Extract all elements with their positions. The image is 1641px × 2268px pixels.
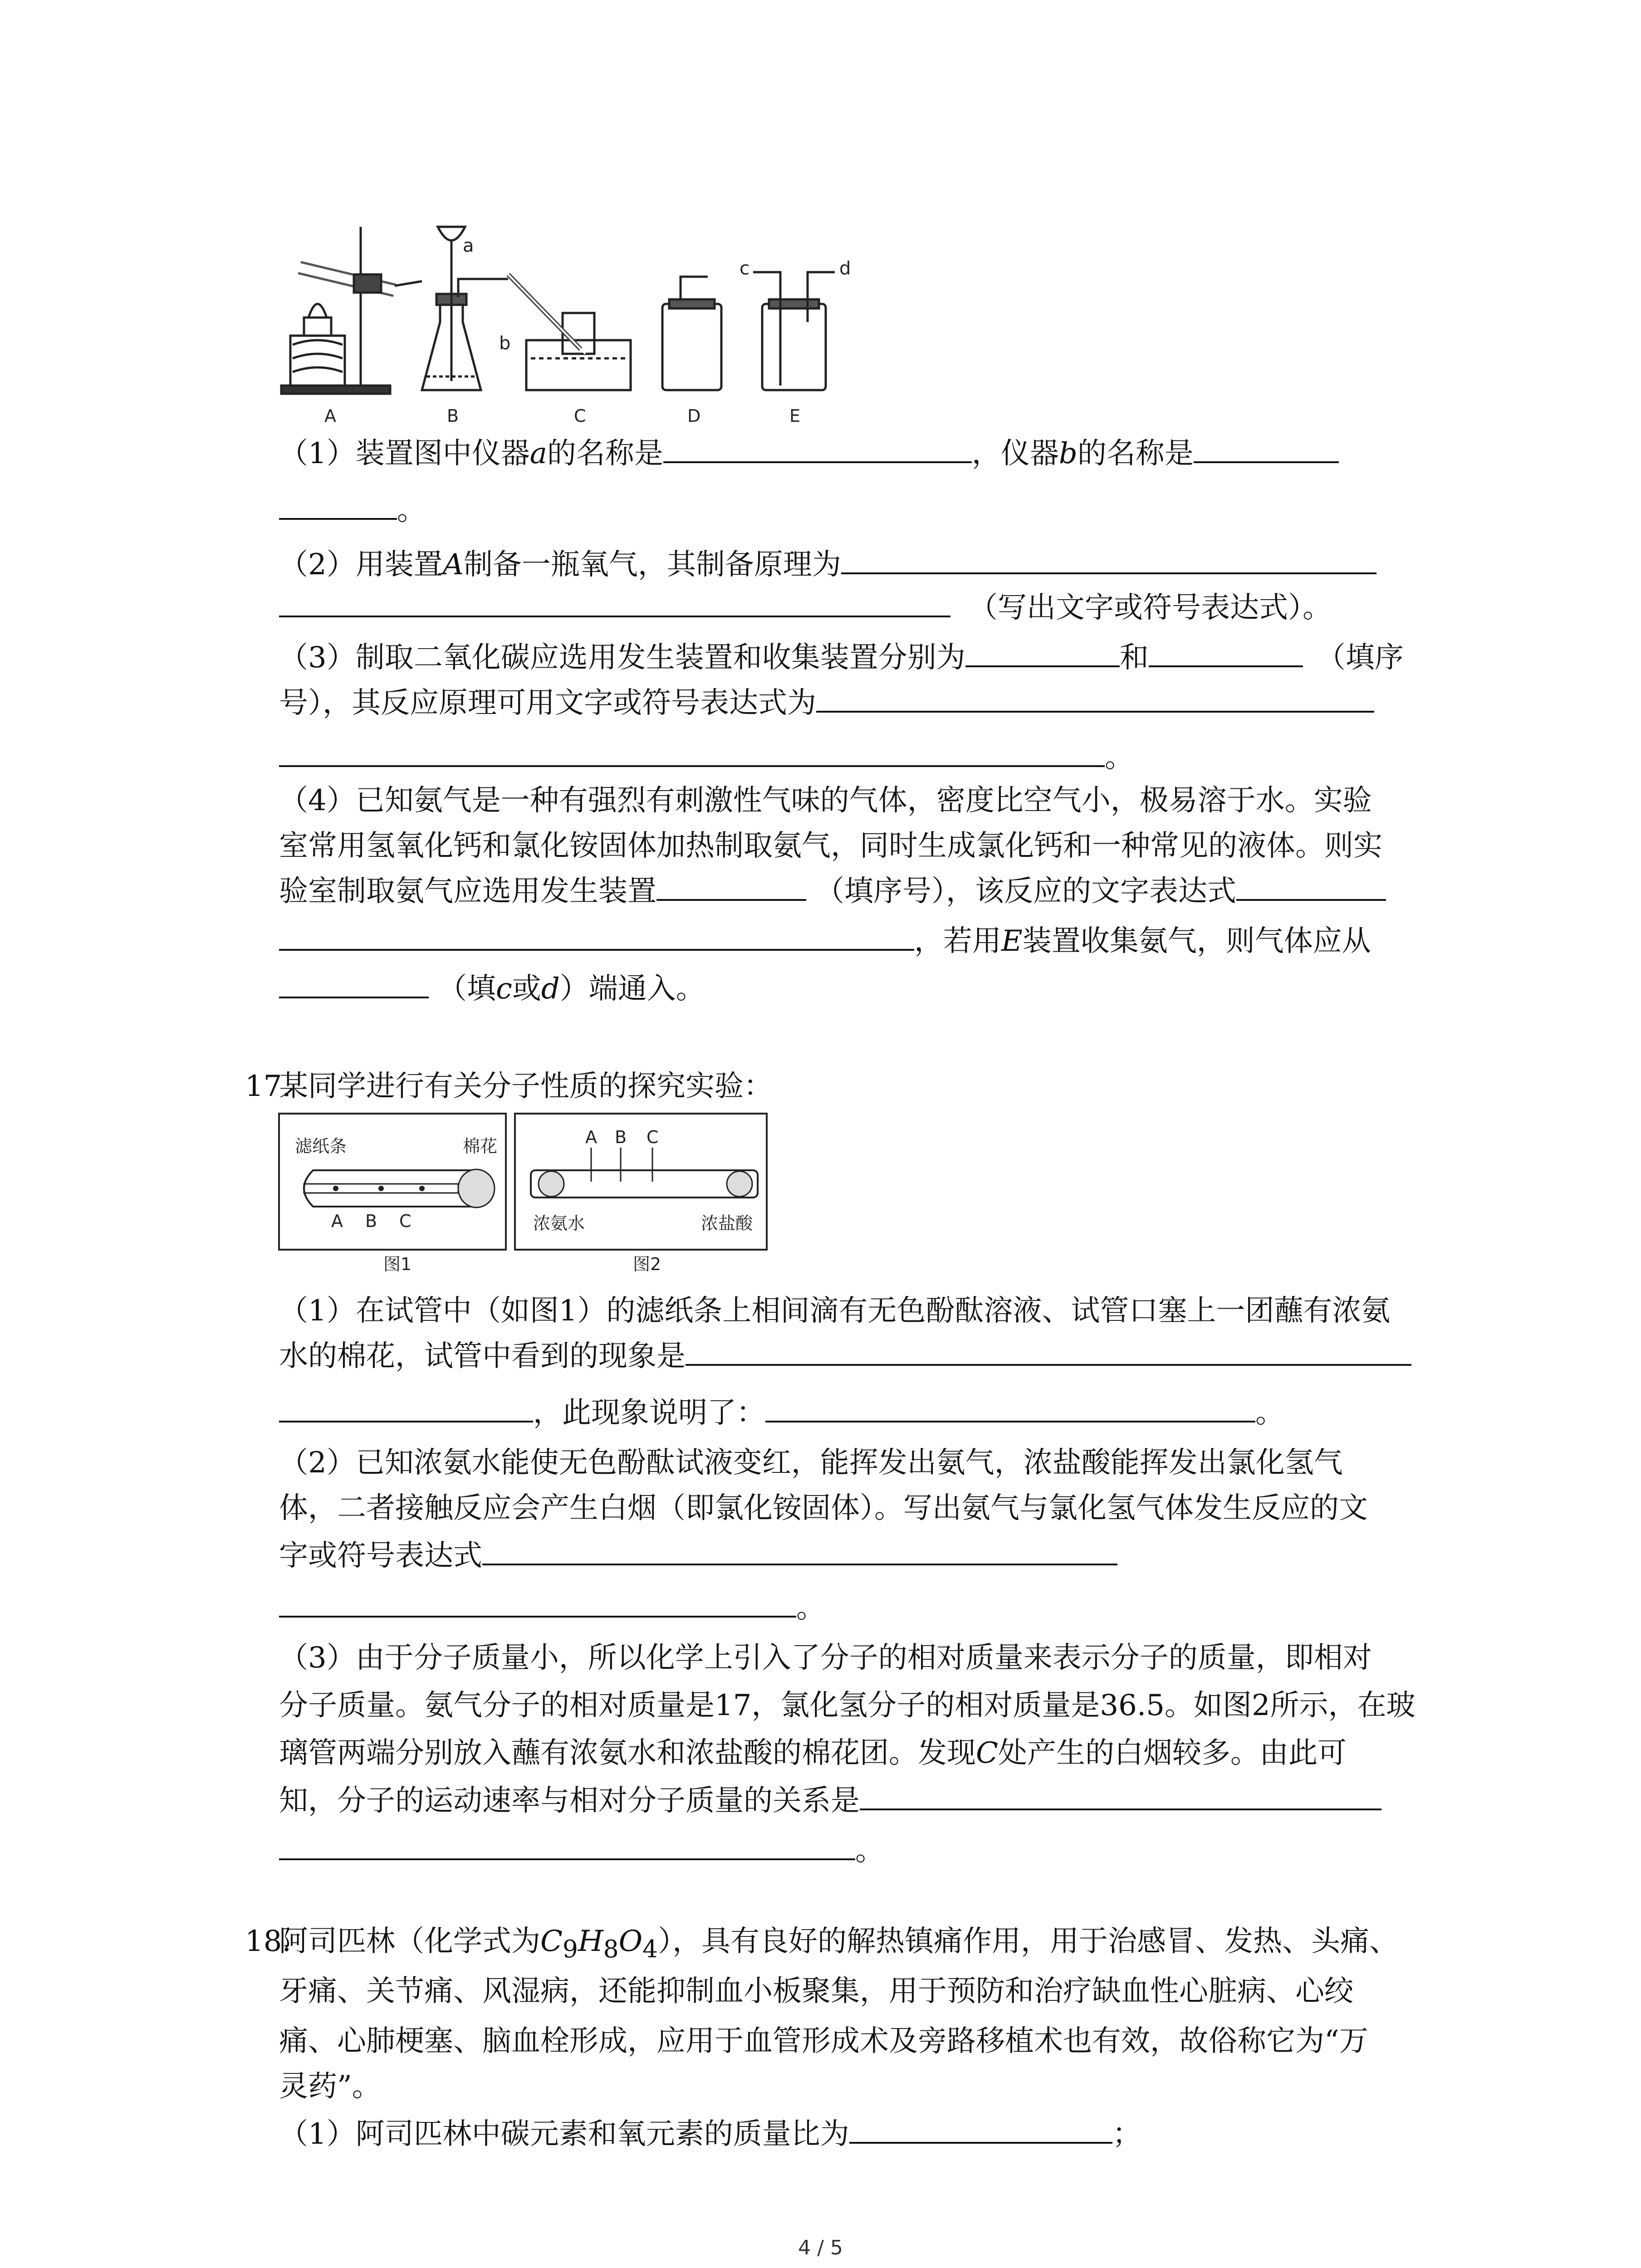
apparatus-d [662,277,721,390]
mark-b: b [499,333,511,354]
answer-blank[interactable] [279,490,397,520]
q17-part3-l4: 知，分子的运动速率与相对分子质量的关系是 [279,1780,1459,1821]
q18-number: 18. [245,1925,291,1958]
q18-l2: 牙痛、关节痛、风湿病，还能抑制血小板聚集，用于预防和治疗缺血性心脏病、心绞 [279,1975,1353,2008]
apparatus-e [753,272,835,390]
answer-blank[interactable] [279,1830,855,1860]
fig1-point-c: C [399,1211,411,1231]
answer-blank[interactable] [965,637,1120,667]
answer-blank[interactable] [656,871,806,901]
q17-figures [277,1111,776,1284]
mark-c: c [740,258,749,279]
q16-part4-l2: 室常用氢氧化钙和氯化铵固体加热制取氨气，同时生成氯化钙和一种常见的液体。则实 [279,829,1382,863]
q16-part4-l5: （填c或d）端通入。 [279,968,1459,1009]
answer-blank[interactable] [279,1393,533,1422]
answer-blank[interactable] [1149,637,1303,667]
q17-part3-l2: 分子质量。氨气分子的相对质量是17，氯化氢分子的相对质量是36.5。如图2所示，在玻 [279,1689,1416,1722]
apparatus-figure [272,213,907,431]
q17-part3-l1: （3）由于分子质量小，所以化学上引入了分子的相对质量来表示分子的质量，即相对 [279,1641,1372,1675]
apparatus-c [508,274,631,390]
q18-l3: 痛、心肺梗塞、脑血栓形成，应用于血管形成术及旁路移植术也有效，故俗称它为“万 [279,2024,1368,2058]
q17-part1-l2: 水的棉花，试管中看到的现象是 [279,1336,1459,1377]
q17-part1-l3: ，此现象说明了： 。 [279,1393,1459,1433]
answer-blank[interactable] [686,1336,1411,1366]
q16-part2: （2）用装置A制备一瓶氧气，其制备原理为 [279,544,1459,585]
q16-part3-line2: 号），其反应原理可用文字或符号表达式为 [279,683,1459,723]
q17-part2-l2: 体，二者接触反应会产生白烟（即氯化铵固体）。写出氨气与氯化氢气体发生反应的文 [279,1491,1368,1525]
label-b: B [447,406,459,426]
q16-part4-l1: （4）已知氨气是一种有强烈有刺激性气味的气体，密度比空气小，极易溶于水。实验 [279,784,1372,817]
q17-part2-l3: 字或符号表达式 [279,1535,1459,1576]
answer-blank[interactable] [849,2114,1112,2144]
aspirin-formula: $C_9H_8O_4$ [540,1925,658,1963]
q16-part1-cont: 。 [279,490,1459,531]
fig2-ammonia-label: 浓氨水 [533,1213,585,1233]
fig1-point-b: B [365,1211,377,1231]
q17-part3-cont: 。 [279,1830,1459,1871]
answer-blank[interactable] [279,968,429,998]
answer-blank[interactable] [279,921,914,951]
fig2-point-c: C [647,1127,659,1147]
fig2-hcl-label: 浓盐酸 [701,1213,753,1233]
q17-part2-cont: 。 [279,1588,1459,1628]
q16-part1: （1）装置图中仪器a的名称是 ，仪器b的名称是 [279,433,1459,474]
q16-part3-cont: 。 [279,737,1459,778]
q16-part4-l4: ，若用E装置收集氨气，则气体应从 [279,921,1459,962]
answer-blank[interactable] [279,1588,796,1618]
mark-a: a [463,235,474,256]
answer-blank[interactable] [482,1535,1117,1565]
q18-l1: 阿司匹林（化学式为$C_9H_8O_4$），具有良好的解热镇痛作用，用于治感冒、发热、头痛、 [279,1925,1399,1963]
answer-blank[interactable] [663,433,972,463]
fig2-point-b: B [615,1127,627,1147]
answer-blank[interactable] [279,737,1105,767]
answer-blank[interactable] [1236,871,1386,901]
label-a: A [324,406,336,426]
apparatus-a [281,227,422,394]
fig1-cotton-label: 棉花 [463,1136,498,1156]
q16-part3: （3）制取二氧化碳应选用发生装置和收集装置分别为 和 （填序 [279,637,1459,678]
answer-blank[interactable] [765,1393,1255,1422]
q18-part1: （1）阿司匹林中碳元素和氧元素的质量比为 ； [279,2114,1459,2155]
mark-d: d [839,258,851,279]
label-e: E [789,406,801,426]
fig1-filter-paper-label: 滤纸条 [295,1136,347,1156]
q17-part1-l1: （1）在试管中（如图1）的滤纸条上相间滴有无色酚酞溶液、试管口塞上一团蘸有浓氨 [279,1294,1391,1328]
q16-part4-l3: 验室制取氨气应选用发生装置 （填序号），该反应的文字表达式 [279,871,1459,912]
q17-number: 17. [245,1070,291,1103]
fig2-point-a: A [585,1127,597,1147]
label-d: D [687,406,701,426]
fig1-caption: 图1 [383,1254,412,1274]
answer-blank[interactable] [279,587,950,617]
answer-blank[interactable] [860,1780,1381,1810]
fig1-point-a: A [331,1211,343,1231]
answer-blank[interactable] [1194,433,1339,463]
q17-part3-l3: 璃管两端分别放入蘸有浓氨水和浓盐酸的棉花团。发现C处产生的白烟较多。由此可 [279,1736,1347,1770]
q18-l4: 灵药”。 [279,2070,381,2103]
q16-part2-cont: （写出文字或符号表达式）。 [279,587,1459,628]
q17-part2-l1: （2）已知浓氨水能使无色酚酞试液变红，能挥发出氨气，浓盐酸能挥发出氯化氢气 [279,1446,1343,1480]
answer-blank[interactable] [841,544,1376,574]
label-c: C [574,406,586,426]
fig2-caption: 图2 [633,1254,661,1274]
q17-stem: 某同学进行有关分子性质的探究实验： [279,1070,773,1103]
answer-blank[interactable] [816,683,1374,713]
page-number: 4 / 5 [798,2236,843,2259]
